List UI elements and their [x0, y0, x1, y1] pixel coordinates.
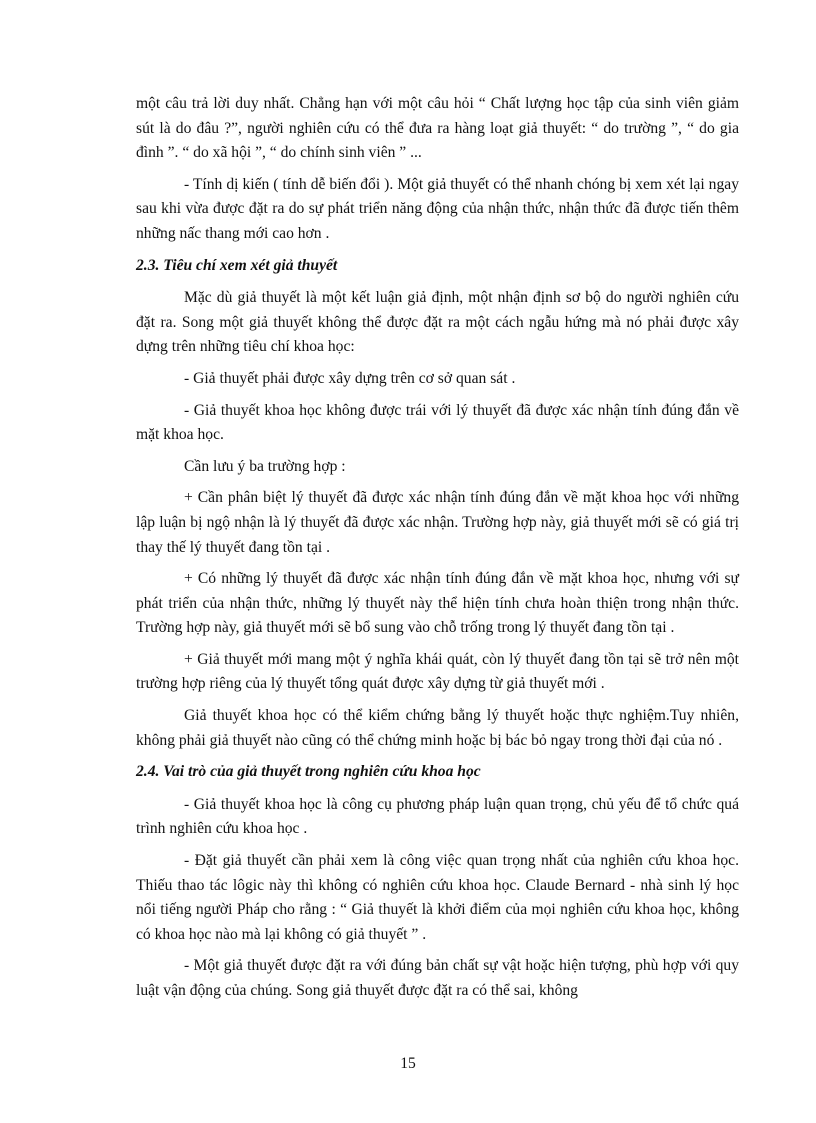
paragraph: Cần lưu ý ba trường hợp : [184, 457, 346, 475]
paragraph: + Cần phân biệt lý thuyết đã được xác nhận tính đúng đắn về mặt khoa học với những lập luận bị ngộ nhận là lý thuyết đã được xác nhận. Trường hợp này, giả thuyết mới sẽ có giá trị thay thế lý thuyết đang tồn tại . [136, 489, 739, 556]
paragraph: - Đặt giả thuyết cần phải xem là công việc quan trọng nhất của nghiên cứu khoa học. Thiếu thao tác lôgic này thì không có nghiên cứu khoa học. Claude Bernard - nhà sinh lý học nổi tiếng người Pháp cho rằng : “ Giả thuyết là khởi điểm của mọi nghiên cứu khoa học, không có khoa học nào mà lại không có giả thuyết ” . [136, 852, 739, 943]
paragraph: + Có những lý thuyết đã được xác nhận tính đúng đắn về mặt khoa học, nhưng với sự phát triển của nhận thức, những lý thuyết này thể hiện tính chưa hoàn thiện trong nhận thức. Trường hợp này, giả thuyết mới sẽ bổ sung vào chỗ trống trong lý thuyết đang tồn tại . [136, 570, 739, 637]
paragraph: + Giả thuyết mới mang một ý nghĩa khái quát, còn lý thuyết đang tồn tại sẽ trở nên một trường hợp riêng của lý thuyết tổng quát được xây dựng từ giả thuyết mới . [136, 650, 739, 693]
paragraph: Mặc dù giả thuyết là một kết luận giả định, một nhận định sơ bộ do người nghiên cứu đặt ra. Song một giả thuyết không thể được đặt ra một cách ngẫu hứng mà nó phải được xây dựng trên những tiêu chí khoa học: [136, 289, 739, 356]
paragraph: - Giả thuyết phải được xây dựng trên cơ sở quan sát . [184, 369, 516, 387]
paragraph: - Giả thuyết khoa học không được trái với lý thuyết đã được xác nhận tính đúng đắn về mặt khoa học. [136, 401, 739, 444]
document-page [136, 92, 739, 1011]
section-heading-2-3: 2.3. Tiêu chí xem xét giả thuyết [136, 256, 338, 274]
paragraph: - Tính dị kiến ( tính dễ biến đổi ). Một giả thuyết có thể nhanh chóng bị xem xét lại ngay sau khi vừa được đặt ra do sự phát triển năng động của nhận thức, nhận thức đã được tiến thêm những nấc thang mới cao hơn . [136, 175, 739, 242]
section-heading-2-4: 2.4. Vai trò của giả thuyết trong nghiên cứu khoa học [136, 763, 481, 781]
paragraph: một câu trả lời duy nhất. Chẳng hạn với một câu hỏi “ Chất lượng học tập của sinh viên giảm sút là do đâu ?”, người nghiên cứu có thể đưa ra hàng loạt giả thuyết: “ do trường ”, “ do gia đình ”. “ do xã hội ”, “ do chính sinh viên ” ... [136, 95, 739, 162]
paragraph: Giả thuyết khoa học có thể kiểm chứng bằng lý thuyết hoặc thực nghiệm.Tuy nhiên, không phải giả thuyết nào cũng có thể chứng minh hoặc bị bác bỏ ngay trong thời đại của nó . [136, 707, 739, 749]
paragraph: - Một giả thuyết được đặt ra với đúng bản chất sự vật hoặc hiện tượng, phù hợp với quy luật vận động của chúng. Song giả thuyết được đặt ra có thể sai, không [136, 957, 739, 999]
paragraph: - Giả thuyết khoa học là công cụ phương pháp luận quan trọng, chủ yếu để tổ chức quá trình nghiên cứu khoa học . [136, 795, 739, 838]
page-number: 15 [400, 1055, 416, 1072]
